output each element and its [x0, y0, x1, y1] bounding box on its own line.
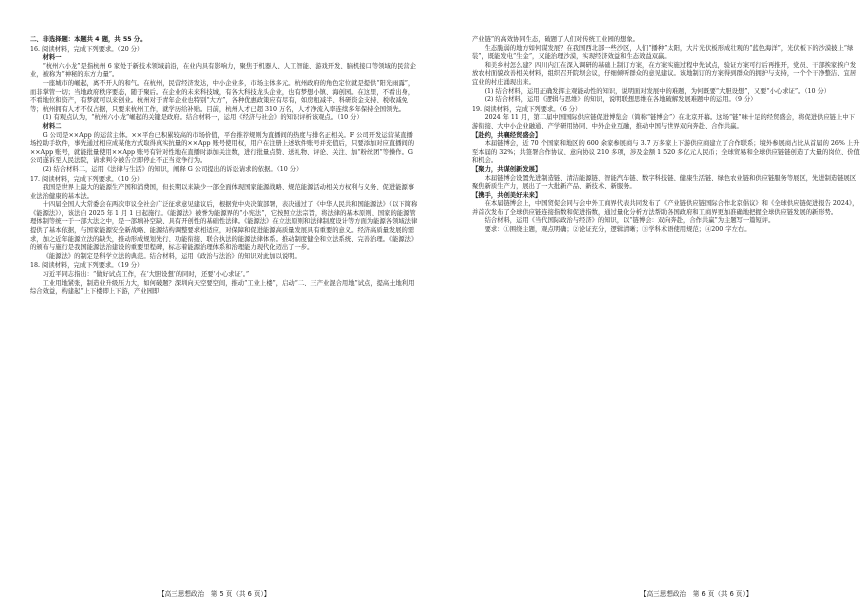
q18-paragraph2: 工业用地紧张，制造业升级压力大，如何破题？深圳向天空要空间，推动“工业上楼”，启动“二、三产业混合用地”试点，提高土地利用综合效益，构建起“上下楼即上下游，产业园即 [30, 279, 415, 296]
q17-paragraph1: 我国是世界上最大的能源生产国和消费国，但长期以来缺少一部全面体现国家能源战略、规范能源活动相关方权利与义务、促进能源事业法治健康的基本法。 [30, 184, 415, 200]
right-column [472, 36, 860, 235]
q18-stem: 18. 阅读材料，完成下列要求。（19 分） [30, 262, 144, 270]
q19-paragraph3: 本届链博会设置先进制造链、清洁能源链、智能汽车链、数字科技链、健康生活链、绿色农业链和供应链服务等展区，先进制造链展区聚焦新质生产力，展出了一大批新产品、新技术、新服务。 [472, 174, 857, 191]
q18-paragraph2-continued: 产业链”的高效协同生态，破题了人们对传统工业园的想象。 [472, 36, 639, 43]
q16-subquestion2: (2) 结合材料二，运用《法律与生活》的知识，阐释 G 公司提出的诉讼请求的依据。（10 分） [42, 165, 303, 173]
q16-material1-label: 材料一 [42, 54, 62, 62]
q18-subquestion1: (1) 结合材料，运用正确发挥主观能动性的知识，说明面对发展中的难题，为何既要“大胆设想”，又要“小心求证”。（10 分） [484, 87, 831, 95]
q17-stem: 17. 阅读材料，完成下列要求。（10 分） [30, 175, 144, 183]
q19-paragraph4: 在本届链博会上，中国贸促会同与会中外工商界代表共同发布了《产业链供应链国际合作北京倡议》和《全球供应链促进报告 2024》，并首次发布了全球供应链连接指数和促进指数，通过量化分析方法帮助各国政府和工商界更加准确地把握全球供应链发展的新形势。 [472, 200, 859, 216]
q16-material2-label: 材料二 [42, 122, 62, 130]
q19-paragraph1: 2024 年 11 月，第二届中国国际供应链促进博览会（简称“链博会”）在北京开幕。这场“链”味十足的经贸盛会，将促进供应链上中下游衔接、大中小企业融通、产学研用协同、中外企业互融，推动中国与世界双向奔赴、合作共赢。 [472, 114, 855, 130]
q19-heading1: 【赴约，共襄经贸盛会】 [472, 131, 542, 139]
q16-subquestion1: (1) 有观点认为，“杭州六小龙”崛起的关键是政府。结合材料一，运用《经济与社会》的知识评析该观点。（10 分） [42, 114, 363, 122]
q17-paragraph3: 《能源法》的制定是科学立法的典范。结合材料，运用《政治与法治》的知识对此加以说明。 [42, 252, 301, 260]
q19-requirements: 要求：①围绕主题，观点明确；②论证充分，逻辑清晰；③学科术语使用规范；④200 字左右。 [484, 226, 751, 234]
left-column [30, 36, 418, 297]
q16-material1-paragraph1: “杭州六小龙”是指杭州 6 家处于新技术领域前沿，在业内具有影响力，聚焦于机器人、人工智能、游戏开发、脑机接口等领域的民营企业，被称为“神秘的东方力量”。 [30, 62, 416, 79]
section-title: 二、非选择题：本题共 4 题，共 55 分。 [30, 36, 147, 43]
q19-stem: 19. 阅读材料，完成下列要求。（6 分） [472, 105, 582, 113]
q16-material1-paragraph2: 一座城市的崛起，离不开人的和气。在杭州，民营经济发达，中小企业多，市场主体多元。杭州政府的角色定位就是提供“阳光雨露”，而非掌管一切；当地政府秩序要态，随于聚后。在企业的未来科技城，有各大科技龙头企业，也有梦想小镇、海创园。在这里，不看出身，不看地位和资产，有梦就可以来创业。杭州对于青年企业也特别“大方”，各种优惠政策应有尽有，如房租减半、科研资金支持、税收减免等；杭州拥有人才不仅占据，只要来杭州工作，就学历给补贴。目前，杭州人才已超 310 万名，人才净流入率连续多年保持全国领先。 [30, 79, 415, 113]
page-footer-right: 【高三思想政治 第 6 页（共 6 页）】 [640, 590, 753, 598]
q19-paragraph2: 本届链博会，近 70 个国家和地区的 600 余家参展商与 3.7 万多家上下游供应商建立了合作联系；境外参展商占比从首届的 26% 上升至本届的 32%；共签署合作协议、意向协议 210 多项，涉及金额 1 520 多亿元人民币；全球贸易和全球供应链链创造了大量的岗位、价值和机会。 [472, 140, 860, 165]
q18-subquestion2: (2) 结合材料，运用《逻辑与思维》的知识，说明联想思维在各地破解发展难题中的运用。（9 分） [484, 96, 757, 104]
q18-paragraph1: 习近平同志指出：“做好试点工作，在‘大胆设想’的同时，还要‘小心求证’。” [42, 271, 250, 279]
q18-paragraph4: 和美乡村怎么建？四川内江在深入调研的基础上制订方案，在方案实施过程中先试点，验证方案可行后再推开，党员、干部挨家挨户发放农村面貌改善相关材料，组织召开院坝会议，仔细倾听群众的意见建议。该地制订的方案得到群众的拥护与支持，一个个干净整洁、宜居宜业的村庄涌现出来。 [472, 61, 857, 86]
q19-task: 结合材料，运用《当代国际政治与经济》的知识，以“链博会：双向奔赴，合作共赢”为主题写一篇短评。 [484, 217, 775, 225]
q16-stem: 16. 阅读材料，完成下列要求。（20 分） [30, 45, 144, 53]
q16-material2-paragraph1: G 公司是××App 的运营主体。××平台已积累较高的市场价值，平台推荐规则为直播间的热度与排名正相关。F 公司开发运营某直播场控助手软件，事先通过相应成某他方式取得真实抗量的××App 账号使用权，用户在注册上述软件账号并充值后，只要添加对应直播间的××App 账号，就能批量使用××App 账号有针对性地在直播时添加关注数，进行批量点赞、送礼物、评论、关注、加“粉丝团”等操作。G 公司遂诉至人民法院，请求判令被告立即停止不正当竞争行为。 [30, 131, 415, 165]
q18-paragraph3: 生态脆弱的地方如何谋发展？在我国西北部一些沙区，人们“播种”太阳，大片光伏板形成壮观的“蓝色海洋”，光伏板下的沙漠披上“绿装”，既能发电“生金”，又能治理沙漠，实现经济效益和生态效益双赢。 [472, 44, 854, 61]
page-footer-left: 【高三思想政治 第 5 页（共 6 页）】 [158, 590, 271, 598]
q19-heading2: 【聚力，共谋创新发展】 [472, 165, 542, 173]
q17-paragraph2: 十四届全国人大常委会在两次审议全社会广泛征求意见建议后，根据党中央决策部署，表决通过了《中华人民共和国能源法》（以下简称《能源法》），该法自 2025 年 1 月 1 日起施行。《能源法》被誉为能源界的“小宪法”，它按照立法宗旨，将法律的基本原则、国家的能源管理体制等统一于一部大法之中，是一部填补空缺、具有开创性的基础性法律。《能源法》在立法原则和法律制度设计等方面为能源各领域法律提供了基本依据，与国家能源安全新战略、能源结构调整要求相适应，对保障和促进能源高质量发展具有重要的意义。经济高质量发展的需求，加之近年能源立法的缺失，推动形成规划先行、功能衔接、联合执法的能源法律体系。推动制度健全和立法系统、完善治理。《能源法》的颁布与施行是我国能源法治建设的重要里程碑，标志着能源治理体系和治理能力现代化迈出了一步。 [30, 201, 418, 252]
q19-heading3: 【携手，共创美好未来】 [472, 191, 542, 199]
